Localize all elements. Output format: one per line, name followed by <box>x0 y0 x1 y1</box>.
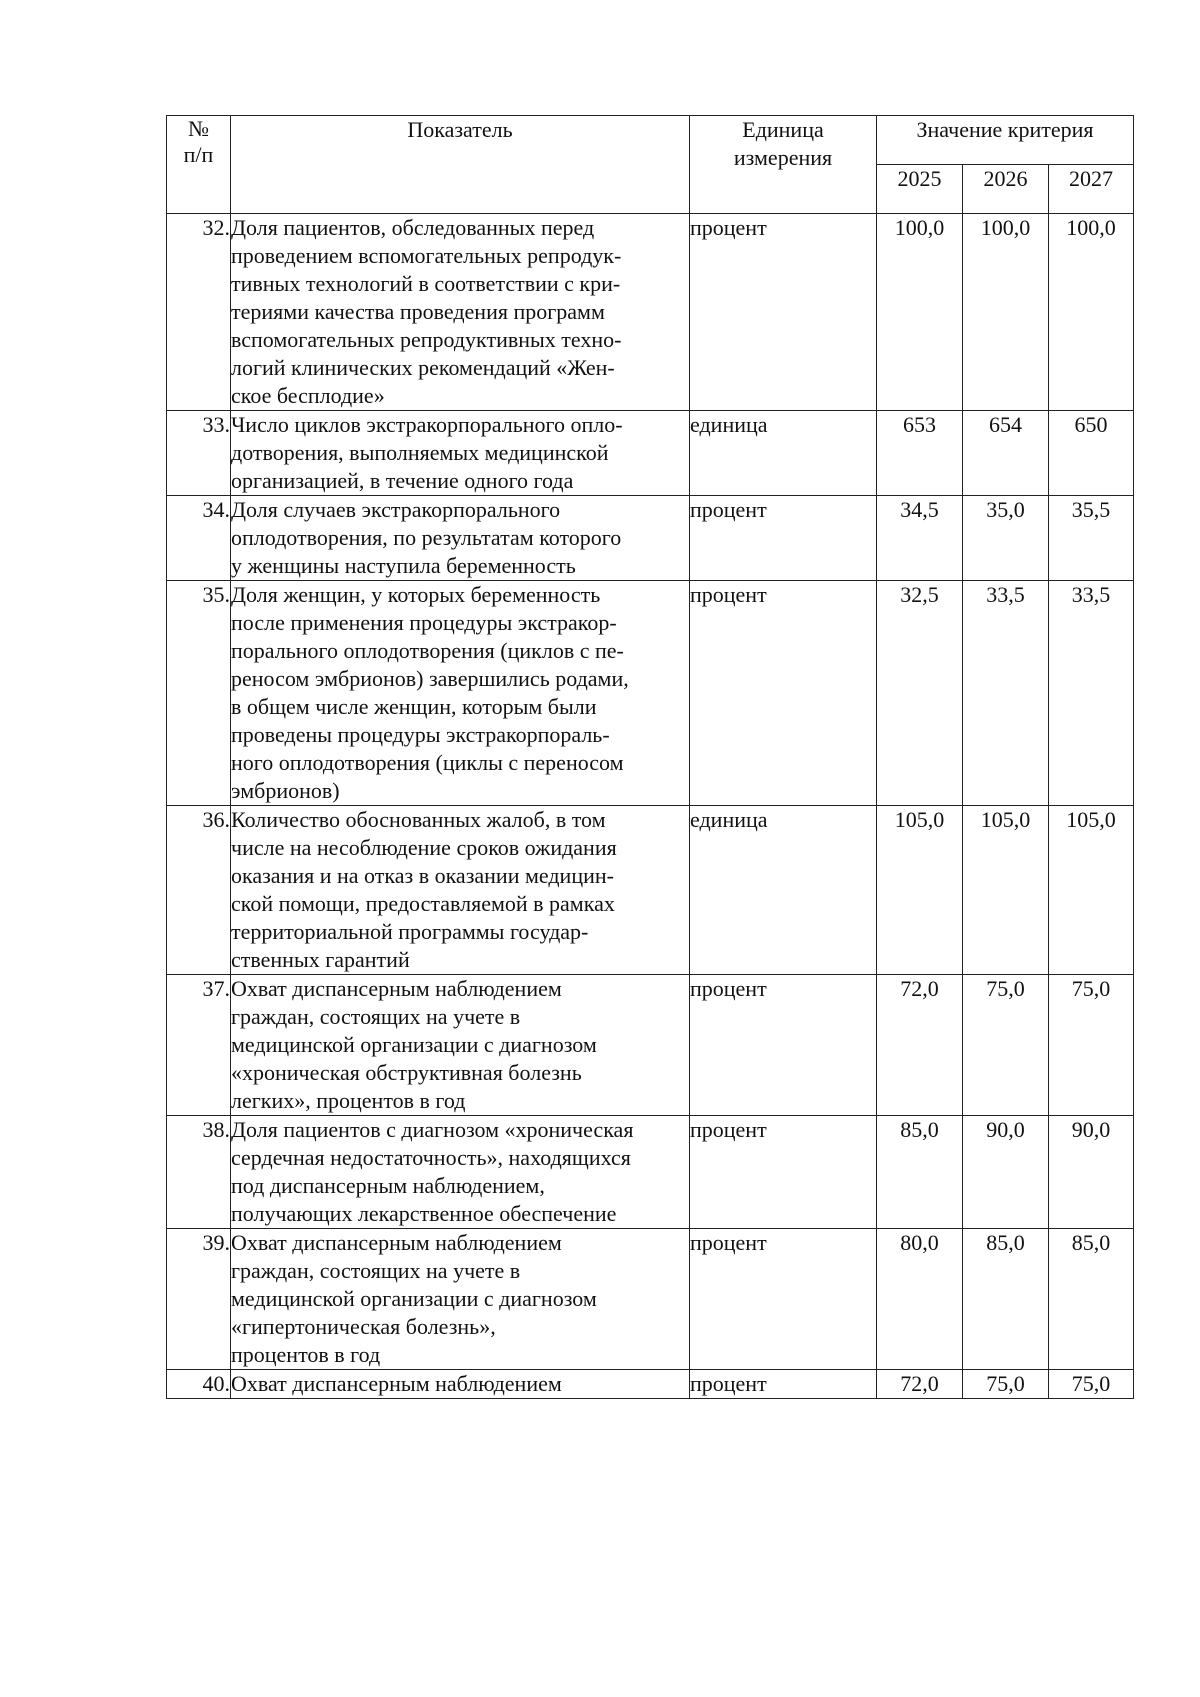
row-unit: процент <box>690 496 877 581</box>
indicator-line: ское бесплодие» <box>231 383 385 408</box>
indicator-line: дотворения, выполняемых медицинской <box>231 440 609 465</box>
row-value-2025: 80,0 <box>877 1229 963 1370</box>
indicator-line: у женщины наступила беременность <box>231 553 576 578</box>
row-unit: процент <box>690 1116 877 1229</box>
row-indicator <box>231 806 690 975</box>
table-row <box>167 496 1134 581</box>
row-value-2026: 35,0 <box>963 496 1049 581</box>
row-value-2027: 35,5 <box>1049 496 1134 581</box>
table-row <box>167 1116 1134 1229</box>
row-value-2027: 75,0 <box>1049 1370 1134 1399</box>
row-unit: единица <box>690 411 877 496</box>
header-year: 2025 <box>877 165 963 214</box>
table-row <box>167 411 1134 496</box>
indicator-line: проведены процедуры экстракорпораль- <box>231 722 610 747</box>
row-value-2025: 653 <box>877 411 963 496</box>
indicator-line: Количество обоснованных жалоб, в том <box>231 807 606 832</box>
row-value-2025: 32,5 <box>877 581 963 806</box>
indicator-line: Охват диспансерным наблюдением <box>231 976 562 1001</box>
row-unit: процент <box>690 1370 877 1399</box>
indicator-line: Доля пациентов, обследованных перед <box>231 215 595 240</box>
row-value-2026: 75,0 <box>963 975 1049 1116</box>
row-number: 34. <box>167 496 231 581</box>
row-indicator <box>231 1116 690 1229</box>
table-row <box>167 1229 1134 1370</box>
row-indicator <box>231 1370 690 1399</box>
indicator-line: проведением вспомогательных репродук- <box>231 243 622 268</box>
header-indicator: Показатель <box>231 116 690 214</box>
row-unit: единица <box>690 806 877 975</box>
table-row <box>167 806 1134 975</box>
indicator-line: «гипертоническая болезнь», <box>231 1314 496 1339</box>
row-value-2026: 105,0 <box>963 806 1049 975</box>
row-value-2027: 100,0 <box>1049 214 1134 411</box>
row-value-2026: 33,5 <box>963 581 1049 806</box>
indicator-line: организацией, в течение одного года <box>231 468 574 493</box>
row-value-2027: 33,5 <box>1049 581 1134 806</box>
header-value-group: Значение критерия <box>877 116 1134 165</box>
row-value-2026: 90,0 <box>963 1116 1049 1229</box>
row-value-2025: 105,0 <box>877 806 963 975</box>
row-number: 36. <box>167 806 231 975</box>
row-value-2026: 85,0 <box>963 1229 1049 1370</box>
row-value-2027: 85,0 <box>1049 1229 1134 1370</box>
indicator-line: граждан, состоящих на учете в <box>231 1004 521 1029</box>
indicator-line: получающих лекарственное обеспечение <box>231 1201 617 1226</box>
indicator-line: оказания и на отказ в оказании медицин- <box>231 863 614 888</box>
indicator-line: реносом эмбрионов) завершились родами, <box>231 666 629 691</box>
indicator-line: Охват диспансерным наблюдением <box>231 1230 562 1255</box>
indicator-line: ственных гарантий <box>231 947 410 972</box>
row-number: 40. <box>167 1370 231 1399</box>
row-unit: процент <box>690 214 877 411</box>
indicator-line: тивных технологий в соответствии с кри- <box>231 271 621 296</box>
indicator-line: после применения процедуры экстракор- <box>231 610 617 635</box>
indicator-line: ской помощи, предоставляемой в рамках <box>231 891 615 916</box>
header-year: 2027 <box>1049 165 1134 214</box>
indicator-line: оплодотворения, по результатам которого <box>231 525 622 550</box>
indicator-line: числе на несоблюдение сроков ожидания <box>231 835 617 860</box>
criteria-table <box>166 115 1134 1399</box>
indicator-line: в общем числе женщин, которым были <box>231 694 597 719</box>
indicator-line: медицинской организации с диагнозом <box>231 1286 597 1311</box>
indicator-line: территориальной программы государ- <box>231 919 589 944</box>
indicator-line: под диспансерным наблюдением, <box>231 1173 545 1198</box>
row-value-2027: 75,0 <box>1049 975 1134 1116</box>
indicator-line: ного оплодотворения (циклы с переносом <box>231 750 624 775</box>
row-value-2025: 100,0 <box>877 214 963 411</box>
indicator-line: сердечная недостаточность», находящихся <box>231 1145 631 1170</box>
table-header <box>167 116 1134 214</box>
row-indicator <box>231 1229 690 1370</box>
indicator-line: эмбрионов) <box>231 778 340 803</box>
table-row <box>167 214 1134 411</box>
row-unit: процент <box>690 975 877 1116</box>
indicator-line: легких», процентов в год <box>231 1088 466 1113</box>
header-unit: Единица измерения <box>690 116 877 214</box>
row-value-2026: 75,0 <box>963 1370 1049 1399</box>
row-indicator <box>231 975 690 1116</box>
indicator-line: граждан, состоящих на учете в <box>231 1258 521 1283</box>
row-value-2027: 90,0 <box>1049 1116 1134 1229</box>
indicator-line: териями качества проведения программ <box>231 299 605 324</box>
indicator-line: процентов в год <box>231 1342 381 1367</box>
row-number: 37. <box>167 975 231 1116</box>
table-row <box>167 975 1134 1116</box>
row-number: 39. <box>167 1229 231 1370</box>
row-number: 35. <box>167 581 231 806</box>
row-value-2027: 105,0 <box>1049 806 1134 975</box>
row-indicator <box>231 411 690 496</box>
row-number: 33. <box>167 411 231 496</box>
row-value-2026: 654 <box>963 411 1049 496</box>
row-unit: процент <box>690 1229 877 1370</box>
indicator-line: Доля случаев экстракорпорального <box>231 497 561 522</box>
header-year: 2026 <box>963 165 1049 214</box>
row-value-2025: 72,0 <box>877 975 963 1116</box>
table-row <box>167 1370 1134 1399</box>
row-value-2026: 100,0 <box>963 214 1049 411</box>
row-number: 38. <box>167 1116 231 1229</box>
indicator-line: Охват диспансерным наблюдением <box>231 1371 562 1396</box>
header-number: № п/п <box>167 116 231 214</box>
row-number: 32. <box>167 214 231 411</box>
indicator-line: вспомогательных репродуктивных техно- <box>231 327 622 352</box>
indicator-line: логий клинических рекомендаций «Жен- <box>231 355 615 380</box>
table-row <box>167 581 1134 806</box>
indicator-line: порального оплодотворения (циклов с пе- <box>231 638 624 663</box>
row-value-2025: 85,0 <box>877 1116 963 1229</box>
indicator-line: медицинской организации с диагнозом <box>231 1032 597 1057</box>
row-value-2025: 72,0 <box>877 1370 963 1399</box>
indicator-line: Доля пациентов с диагнозом «хроническая <box>231 1117 634 1142</box>
indicator-line: Число циклов экстракорпорального опло- <box>231 412 623 437</box>
indicator-line: Доля женщин, у которых беременность <box>231 582 601 607</box>
row-indicator <box>231 214 690 411</box>
row-value-2027: 650 <box>1049 411 1134 496</box>
row-indicator <box>231 496 690 581</box>
row-indicator <box>231 581 690 806</box>
table-body <box>167 214 1134 1399</box>
row-unit: процент <box>690 581 877 806</box>
indicator-line: «хроническая обструктивная болезнь <box>231 1060 582 1085</box>
row-value-2025: 34,5 <box>877 496 963 581</box>
